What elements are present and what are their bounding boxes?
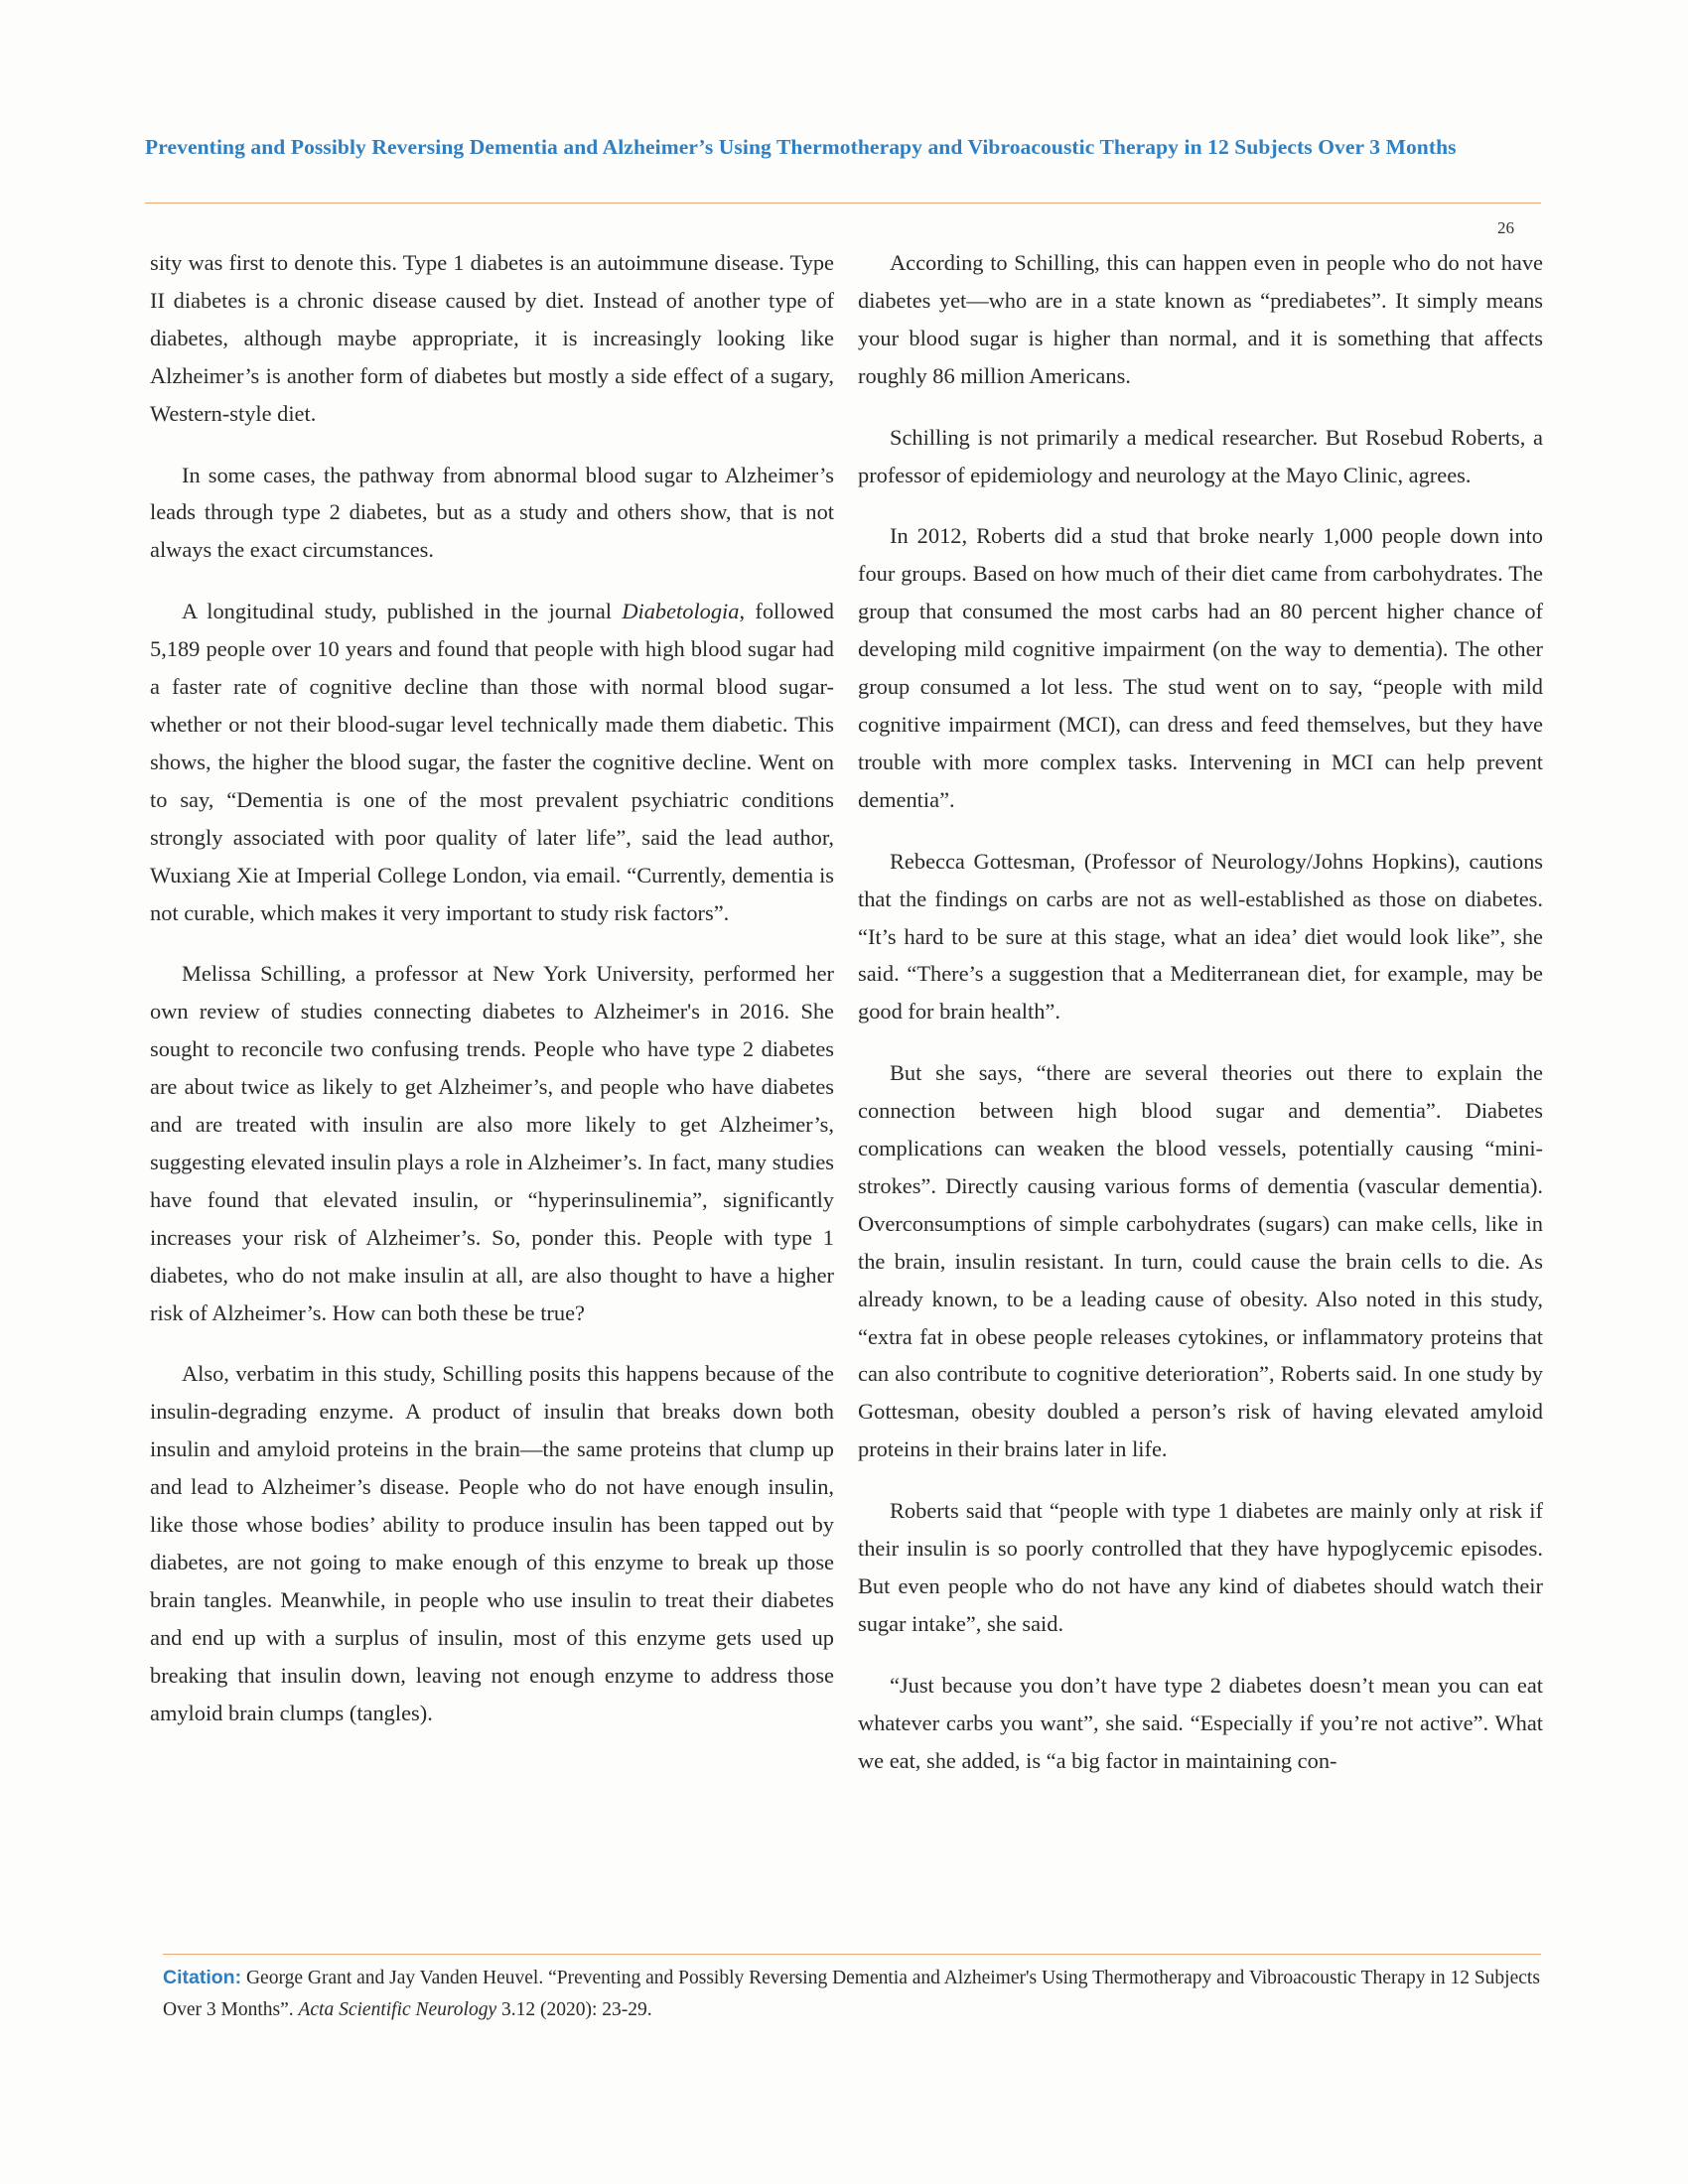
citation xyxy=(163,1962,1543,2026)
paragraph: In 2012, Roberts did a stud that broke nearly 1,000 people down into four groups. Based on how much of their diet came from carbohydrates. The group that consumed the most carbs had an 80 percent higher chance of developing mild cognitive impairment (on the way to dementia). The other group consumed a lot less. The stud went on to say, “people with mild cognitive impairment (MCI), can dress and feed themselves, but they have trouble with more complex tasks. Intervening in MCI can help prevent dementia”. xyxy=(858,523,1543,812)
paragraph: In some cases, the pathway from abnormal blood sugar to Alzheimer’s leads through type 2 diabetes, but as a study and others show, that is not always the exact circumstances. xyxy=(150,462,834,563)
citation-label: Citation: xyxy=(163,1967,242,1988)
paragraph: Melissa Schilling, a professor at New York University, performed her own review of studies connecting diabetes to Alzheimer's in 2016. She sought to reconcile two confusing trends. People who have type 2 diabetes are about twice as likely to get Alzheimer’s, and people who have diabetes and are treated with insulin are also more likely to get Alzheimer’s, suggesting elevated insulin plays a role in Alzheimer’s. In fact, many studies have found that elevated insulin, or “hyperinsulinemia”, significantly increases your risk of Alzheimer’s. So, ponder this. People with type 1 diabetes, who do not make insulin at all, are also thought to have a higher risk of Alzheimer’s. How can both these be true? xyxy=(150,961,834,1325)
left-column xyxy=(150,244,834,1756)
footer-divider xyxy=(163,1954,1541,1955)
paragraph: Roberts said that “people with type 1 diabetes are mainly only at risk if their insulin is so poorly controlled that they have hypoglycemic episodes. But even people who do not have any kind of diabetes should watch their sugar intake”, she said. xyxy=(858,1498,1543,1636)
citation-text: George Grant and Jay Vanden Heuvel. “Preventing and Possibly Reversing Dementia and Alzheimer's Using Thermotherapy and Vibroacoustic Therapy in 12 Subjects Over 3 Months”. xyxy=(163,1968,1540,2020)
header-divider xyxy=(145,203,1541,204)
paragraph: Rebecca Gottesman, (Professor of Neurology/Johns Hopkins), cautions that the findings on carbs are not as well-established as those on diabetes. “It’s hard to be sure at this stage, what an idea’ diet would look like”, she said. “There’s a suggestion that a Mediterranean diet, for example, may be good for brain health”. xyxy=(858,848,1543,1024)
citation-journal: Acta Scientific Neurology xyxy=(298,1999,497,2020)
journal-title: Diabetologia xyxy=(622,599,740,624)
paragraph: Schilling is not primarily a medical researcher. But Rosebud Roberts, a professor of epidemiology and neurology at the Mayo Clinic, agrees. xyxy=(858,424,1543,487)
running-header: Preventing and Possibly Reversing Dementia and Alzheimer’s Using Thermotherapy and Vibroacoustic Therapy in 12 Subjects Over 3 Months xyxy=(145,135,1457,159)
paragraph: According to Schilling, this can happen even in people who do not have diabetes yet—who are in a state known as “prediabetes”. It simply means your blood sugar is higher than normal, and it is something that affects roughly 86 million Americans. xyxy=(858,250,1543,388)
paragraph: Also, verbatim in this study, Schilling posits this happens because of the insulin-degrading enzyme. A product of insulin that breaks down both insulin and amyloid proteins in the brain—the same proteins that clump up and lead to Alzheimer’s disease. People who do not have enough insulin, like those whose bodies’ ability to produce insulin has been tapped out by diabetes, are not going to make enough of this enzyme to break up those brain tangles. Meanwhile, in people who use insulin to treat their diabetes and end up with a surplus of insulin, most of this enzyme gets used up breaking that insulin down, leaving not enough enzyme to address those amyloid brain clumps (tangles). xyxy=(150,1361,834,1725)
citation-text: 3.12 (2020): 23-29. xyxy=(496,1999,652,2020)
paragraph xyxy=(150,593,834,931)
paragraph: “Just because you don’t have type 2 diabetes doesn’t mean you can eat whatever carbs you want”, she said. “Especially if you’re not active”. What we eat, she added, is “a big factor in maintaining con- xyxy=(858,1672,1543,1773)
paragraph-text: A longitudinal study, published in the journal xyxy=(182,599,623,624)
paragraph-text: , followed 5,189 people over 10 years and found that people with high blood sugar had a faster rate of cognitive decline than those with normal blood sugar-whether or not their blood-sugar level technically made them diabetic. This shows, the higher the blood sugar, the faster the cognitive decline. Went on to say, “Dementia is one of the most prevalent psychiatric conditions strongly associated with poor quality of later life”, said the lead author, Wuxiang Xie at Imperial College London, via email. “Currently, dementia is not curable, which makes it very important to study risk factors”. xyxy=(150,599,834,925)
paragraph: But she says, “there are several theories out there to explain the connection between high blood sugar and dementia”. Diabetes complications can weaken the blood vessels, potentially causing “mini-strokes”. Directly causing various forms of dementia (vascular dementia). Overconsumptions of simple carbohydrates (sugars) can make cells, like in the brain, insulin resistant. In turn, could cause the brain cells to die. As already known, to be a leading cause of obesity. Also noted in this study, “extra fat in obese people releases cytokines, or inflammatory proteins that can also contribute to cognitive deterioration”, Roberts said. In one study by Gottesman, obesity doubled a person’s risk of having elevated amyloid proteins in their brains later in life. xyxy=(858,1060,1543,1462)
paragraph: sity was first to denote this. Type 1 diabetes is an autoimmune disease. Type II diabetes is a chronic disease caused by diet. Instead of another type of diabetes, although maybe appropriate, it is increasingly looking like Alzheimer’s is another form of diabetes but mostly a side effect of a sugary, Western-style diet. xyxy=(150,250,834,426)
right-column xyxy=(858,244,1543,1804)
page-number: 26 xyxy=(1497,218,1514,237)
